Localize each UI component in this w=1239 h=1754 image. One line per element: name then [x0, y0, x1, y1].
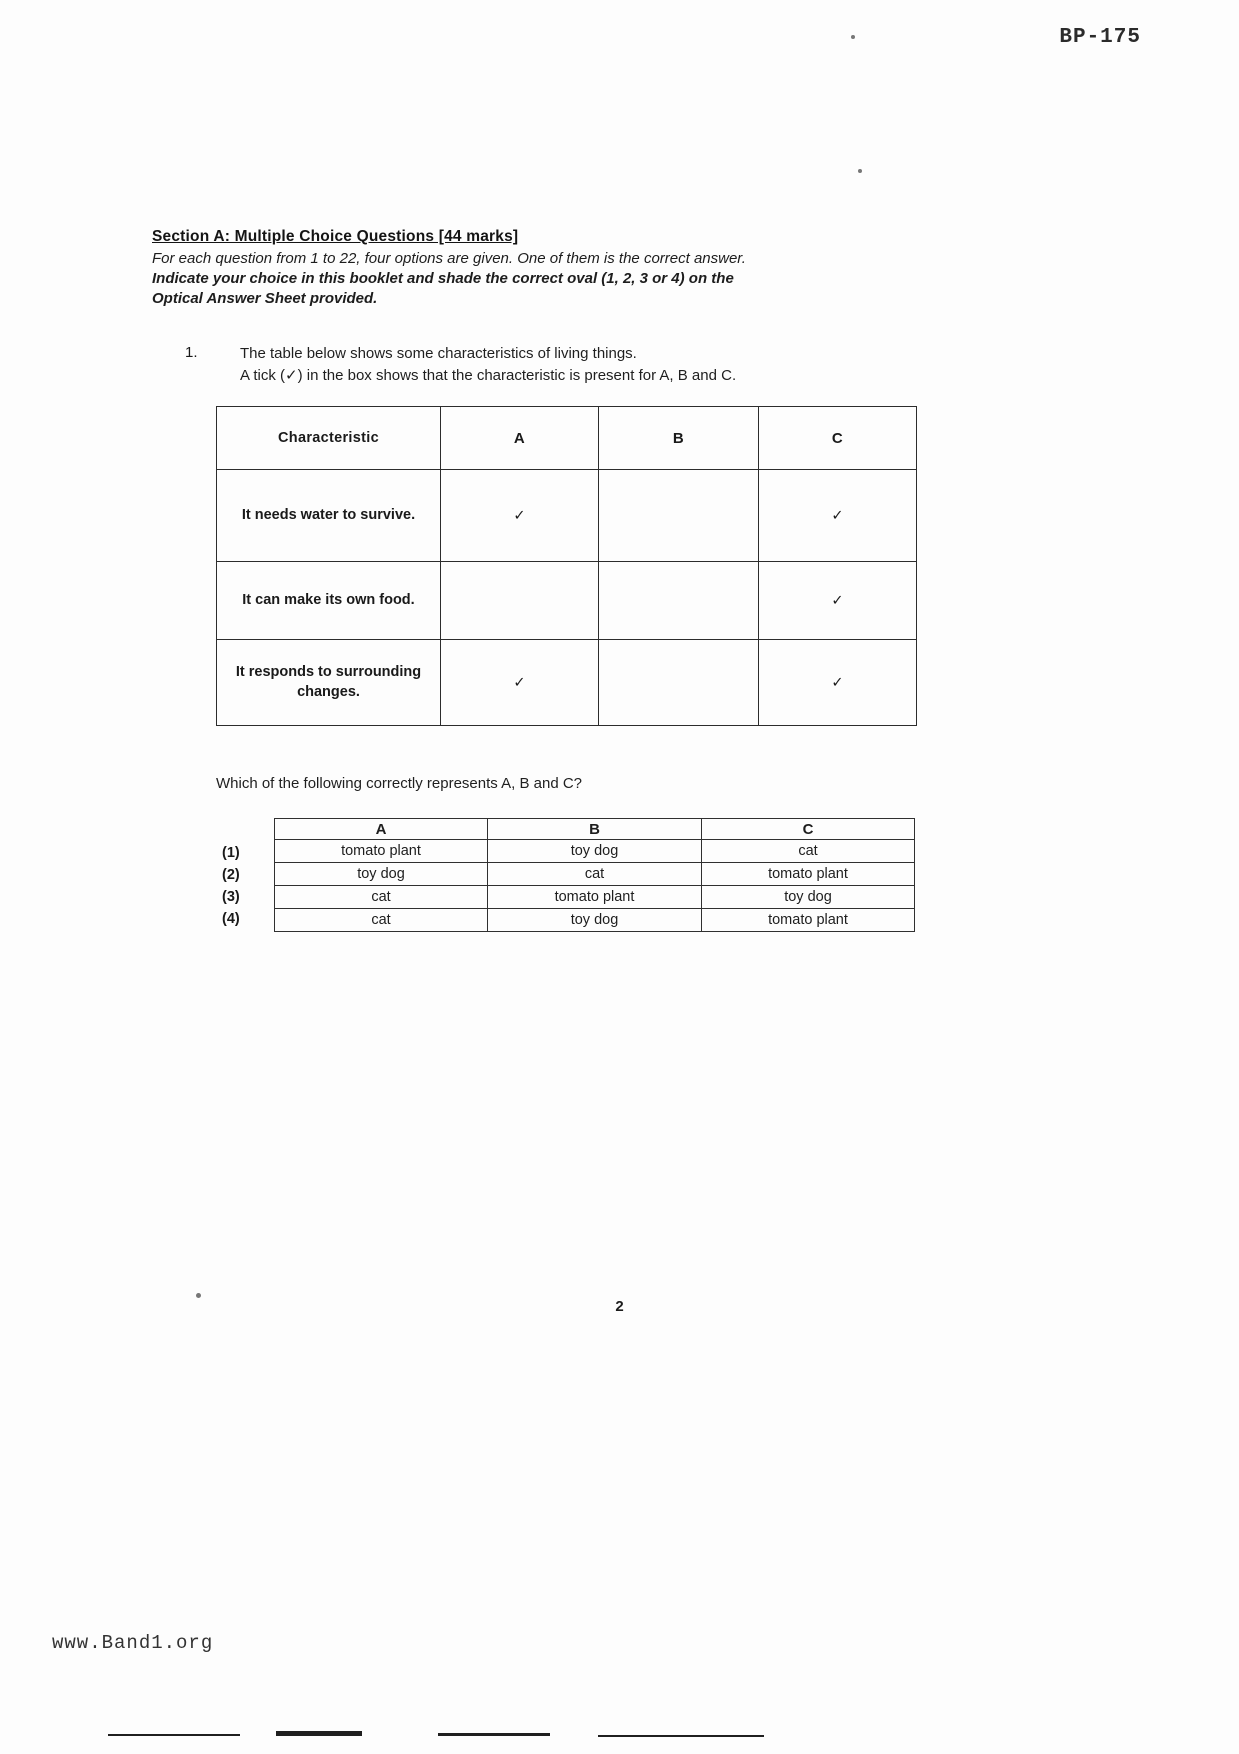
page-number: 2 [615, 1298, 624, 1315]
section-title: Section A: Multiple Choice Questions [44 marks] [152, 228, 519, 245]
cell-responds-b [599, 640, 759, 726]
question-stem-line-2: A tick (✓) in the box shows that the characteristic is present for A, B and C. [240, 366, 737, 384]
option-1-a: tomato plant [275, 840, 488, 863]
scan-speck [858, 169, 862, 173]
row-label-responds: It responds to surrounding changes. [217, 640, 441, 726]
option-label-3: (3) [222, 889, 240, 905]
option-row-3[interactable] [275, 886, 915, 909]
scan-edge-mark [598, 1735, 764, 1737]
options-header-c: C [702, 819, 915, 840]
options-header-row [275, 819, 915, 840]
option-3-a: cat [275, 886, 488, 909]
options-header-a: A [275, 819, 488, 840]
scan-speck [851, 35, 855, 39]
option-2-b: cat [488, 863, 702, 886]
cell-water-c: ✓ [759, 470, 917, 562]
option-row-1[interactable] [275, 840, 915, 863]
section-header [152, 228, 952, 309]
option-row-4[interactable] [275, 909, 915, 932]
instructions-line-2: Indicate your choice in this booklet and shade the correct oval (1, 2, 3 or 4) on the [152, 269, 734, 287]
question-prompt: Which of the following correctly represents A, B and C? [216, 775, 583, 792]
option-2-c: tomato plant [702, 863, 915, 886]
cell-responds-a: ✓ [441, 640, 599, 726]
cell-responds-c: ✓ [759, 640, 917, 726]
header-characteristic: Characteristic [217, 407, 441, 470]
table-row [217, 562, 917, 640]
footer-watermark: www.Band1.org [52, 1632, 214, 1654]
scan-edge-mark [108, 1734, 240, 1736]
question-stem-line-1: The table below shows some characteristics of living things. [240, 345, 637, 362]
header-c: C [759, 407, 917, 470]
option-label-2: (2) [222, 867, 240, 883]
header-a: A [441, 407, 599, 470]
option-label-1: (1) [222, 845, 240, 861]
scan-edge-mark [276, 1731, 362, 1736]
question-stem [240, 343, 940, 387]
option-3-c: toy dog [702, 886, 915, 909]
option-4-b: toy dog [488, 909, 702, 932]
row-label-food: It can make its own food. [217, 562, 441, 640]
section-instructions [152, 249, 952, 309]
options-header-b: B [488, 819, 702, 840]
table-header-row [217, 407, 917, 470]
option-3-b: tomato plant [488, 886, 702, 909]
characteristics-table [216, 406, 917, 726]
cell-water-a: ✓ [441, 470, 599, 562]
option-row-2[interactable] [275, 863, 915, 886]
option-4-a: cat [275, 909, 488, 932]
cell-food-b [599, 562, 759, 640]
row-label-water: It needs water to survive. [217, 470, 441, 562]
option-2-a: toy dog [275, 863, 488, 886]
question-number: 1. [185, 344, 198, 361]
option-1-c: cat [702, 840, 915, 863]
cell-water-b [599, 470, 759, 562]
table-row [217, 470, 917, 562]
option-label-column [222, 842, 270, 930]
scan-edge-mark [438, 1733, 550, 1736]
option-4-c: tomato plant [702, 909, 915, 932]
option-1-b: toy dog [488, 840, 702, 863]
header-b: B [599, 407, 759, 470]
cell-food-c: ✓ [759, 562, 917, 640]
cell-food-a [441, 562, 599, 640]
booklet-code: BP-175 [1059, 26, 1141, 49]
table-row [217, 640, 917, 726]
options-table [274, 818, 915, 932]
instructions-line-1: For each question from 1 to 22, four options are given. One of them is the correct answer. [152, 250, 746, 267]
instructions-line-3: Optical Answer Sheet provided. [152, 289, 378, 307]
option-label-4: (4) [222, 911, 240, 927]
